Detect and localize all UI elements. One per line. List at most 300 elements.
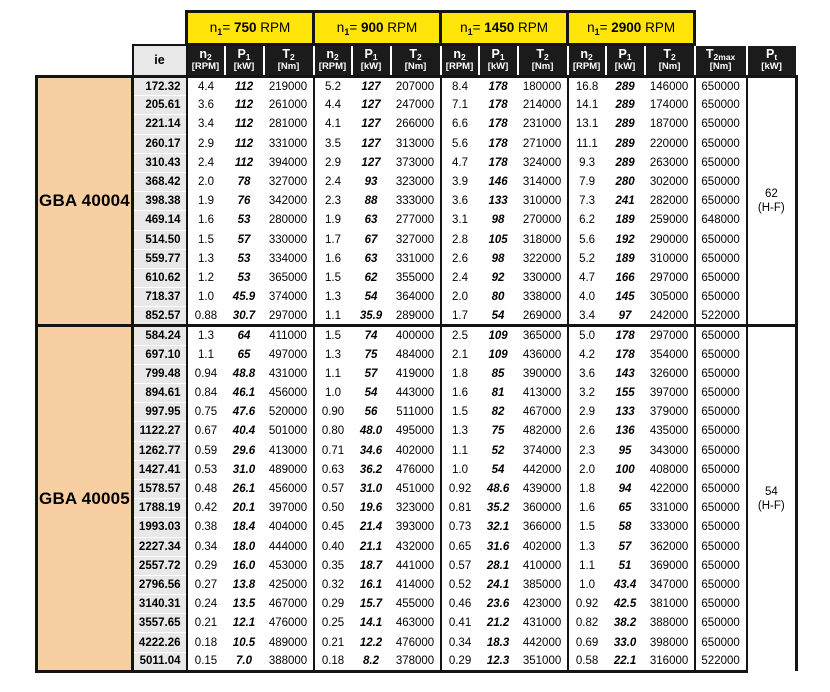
data-cell: 2.3 bbox=[568, 441, 606, 460]
data-cell: 0.40 bbox=[314, 537, 352, 556]
data-cell: 1.1 bbox=[314, 307, 352, 326]
data-cell: 63 bbox=[364, 214, 378, 227]
col-header-symbol bbox=[353, 48, 390, 62]
data-cell: 16.1 bbox=[359, 578, 383, 591]
thermal-power-note: (H-F) bbox=[757, 202, 785, 215]
col-header-n2 bbox=[314, 45, 352, 77]
data-cell: 0.63 bbox=[314, 460, 352, 479]
data-cell: 127 bbox=[361, 156, 381, 169]
t2max-cell: 650000 bbox=[695, 479, 747, 498]
table-row bbox=[37, 134, 797, 153]
data-cell: 0.50 bbox=[314, 499, 352, 518]
t2max-cell: 650000 bbox=[695, 115, 747, 134]
table-row bbox=[37, 115, 797, 134]
data-cell: 425000 bbox=[268, 578, 308, 591]
data-cell: 4.4 bbox=[314, 96, 352, 115]
data-cell: 0.82 bbox=[568, 614, 606, 633]
data-cell: 0.73 bbox=[441, 518, 479, 537]
data-cell: 0.75 bbox=[187, 403, 225, 422]
data-cell: 0.81 bbox=[441, 499, 479, 518]
data-cell: 451000 bbox=[395, 483, 435, 496]
data-cell: 351000 bbox=[518, 652, 568, 671]
data-cell: 4.7 bbox=[568, 268, 606, 287]
data-cell: 0.92 bbox=[568, 595, 606, 614]
data-cell: 24.1 bbox=[486, 578, 510, 591]
data-cell: 327000 bbox=[268, 176, 308, 189]
data-cell: 4.4 bbox=[187, 77, 225, 96]
data-cell: 166 bbox=[615, 271, 635, 284]
col-header-sym: P bbox=[618, 47, 627, 62]
data-cell: 155 bbox=[615, 387, 635, 400]
data-cell: 289 bbox=[615, 118, 635, 131]
data-cell: 282000 bbox=[649, 195, 689, 208]
data-cell: 1.6 bbox=[441, 384, 479, 403]
data-cell: 289 bbox=[615, 99, 635, 112]
data-cell: 178 bbox=[488, 156, 508, 169]
data-cell: 40.4 bbox=[232, 425, 256, 438]
data-cell: 444000 bbox=[268, 540, 308, 553]
speed-header-2900 bbox=[568, 12, 695, 45]
t2max-cell: 650000 bbox=[695, 614, 747, 633]
data-cell: 7.9 bbox=[568, 172, 606, 191]
data-cell: 281000 bbox=[268, 118, 308, 131]
ie-cell: 2227.34 bbox=[133, 537, 187, 556]
data-cell: 2.0 bbox=[568, 460, 606, 479]
data-cell: 51 bbox=[618, 559, 632, 572]
table-row bbox=[37, 268, 797, 287]
data-cell: 9.3 bbox=[568, 153, 606, 172]
col-header-sub: 2 bbox=[289, 52, 295, 63]
speed-unit: RPM bbox=[514, 19, 549, 35]
data-cell: 334000 bbox=[268, 252, 308, 265]
data-cell: 1.9 bbox=[187, 192, 225, 211]
t2max-cell: 522000 bbox=[695, 307, 747, 326]
data-cell: 456000 bbox=[268, 483, 308, 496]
ie-cell: 1427.41 bbox=[133, 460, 187, 479]
data-cell: 54 bbox=[491, 463, 505, 476]
col-header-symbol bbox=[392, 48, 440, 62]
table-row bbox=[37, 211, 797, 230]
data-cell: 347000 bbox=[649, 578, 689, 591]
col-header-sub: 1 bbox=[499, 52, 505, 63]
col-header-sub: 2 bbox=[544, 52, 549, 63]
data-cell: 3.4 bbox=[568, 307, 606, 326]
data-cell: 74 bbox=[352, 326, 391, 345]
data-cell: 3.6 bbox=[568, 364, 606, 383]
col-header-symbol bbox=[748, 48, 796, 62]
data-cell: 1.3 bbox=[187, 326, 225, 345]
speed-header-750 bbox=[187, 12, 314, 45]
data-cell: 435000 bbox=[649, 425, 689, 438]
data-cell: 64 bbox=[225, 326, 264, 345]
data-cell: 431000 bbox=[268, 367, 308, 380]
data-cell: 511000 bbox=[396, 406, 434, 419]
data-cell: 178 bbox=[488, 118, 508, 131]
data-cell: 220000 bbox=[649, 137, 689, 150]
data-cell: 192 bbox=[615, 233, 635, 246]
data-cell: 432000 bbox=[395, 540, 435, 553]
ie-cell: 610.62 bbox=[133, 268, 187, 287]
data-cell: 397000 bbox=[268, 502, 308, 515]
data-cell: 1.0 bbox=[314, 384, 352, 403]
column-header-row bbox=[37, 45, 797, 77]
data-cell: 330000 bbox=[268, 233, 308, 246]
data-cell: 1.1 bbox=[568, 556, 606, 575]
data-cell: 136 bbox=[615, 425, 635, 438]
ie-cell: 260.17 bbox=[133, 134, 187, 153]
ie-cell: 398.38 bbox=[133, 192, 187, 211]
data-cell: 355000 bbox=[395, 271, 435, 284]
data-cell: 54 bbox=[364, 387, 378, 400]
data-cell: 1.5 bbox=[187, 230, 225, 249]
data-cell: 4.7 bbox=[441, 153, 479, 172]
data-cell: 54 bbox=[364, 291, 378, 304]
col-header-n2 bbox=[441, 45, 479, 77]
data-cell: 127 bbox=[361, 137, 381, 150]
data-cell: 178 bbox=[606, 326, 645, 345]
data-cell: 379000 bbox=[649, 406, 689, 419]
ie-cell: 718.37 bbox=[133, 288, 187, 307]
speed-equals: = bbox=[599, 19, 612, 35]
table-row bbox=[37, 575, 797, 594]
data-cell: 174000 bbox=[649, 99, 689, 112]
speed-symbol-sub: 1 bbox=[467, 26, 473, 37]
col-header-sym: n bbox=[199, 47, 207, 62]
thermal-power-value: 62 bbox=[764, 187, 778, 200]
data-cell: 3.9 bbox=[441, 172, 479, 191]
data-cell: 21.1 bbox=[359, 540, 383, 553]
ie-cell: 1262.77 bbox=[133, 441, 187, 460]
t2max-cell: 650000 bbox=[695, 172, 747, 191]
data-cell: 410000 bbox=[522, 559, 562, 572]
col-header-n2 bbox=[568, 45, 606, 77]
data-cell: 1.1 bbox=[187, 345, 225, 364]
table-row bbox=[37, 499, 797, 518]
col-header-P1 bbox=[479, 45, 518, 77]
data-cell: 95 bbox=[618, 444, 632, 457]
data-cell: 501000 bbox=[268, 425, 308, 438]
table-body bbox=[37, 77, 797, 672]
col-header-sym: T bbox=[705, 46, 714, 61]
data-cell: 333000 bbox=[649, 521, 689, 534]
data-cell: 354000 bbox=[649, 348, 689, 361]
data-cell: 316000 bbox=[645, 652, 695, 671]
data-cell: 362000 bbox=[649, 540, 689, 553]
data-cell: 127 bbox=[352, 77, 391, 96]
data-cell: 21.2 bbox=[486, 617, 510, 630]
data-cell: 419000 bbox=[395, 367, 435, 380]
data-cell: 53 bbox=[237, 252, 251, 265]
data-cell: 413000 bbox=[522, 387, 562, 400]
table-row bbox=[37, 172, 797, 191]
data-cell: 8.2 bbox=[352, 652, 391, 671]
data-cell: 1.8 bbox=[568, 479, 606, 498]
t2max-cell: 650000 bbox=[695, 249, 747, 268]
data-cell: 0.15 bbox=[187, 652, 225, 671]
data-cell: 7.3 bbox=[568, 192, 606, 211]
table-row bbox=[37, 479, 797, 498]
data-cell: 456000 bbox=[268, 387, 308, 400]
data-cell: 2.0 bbox=[187, 172, 225, 191]
table-row bbox=[37, 249, 797, 268]
data-cell: 178 bbox=[479, 77, 518, 96]
col-header-sub: 2 bbox=[460, 52, 466, 63]
ie-cell: 697.10 bbox=[133, 345, 187, 364]
data-cell: 29.6 bbox=[232, 444, 256, 457]
data-cell: 0.57 bbox=[441, 556, 479, 575]
data-cell: 520000 bbox=[268, 406, 308, 419]
ie-cell: 205.61 bbox=[133, 96, 187, 115]
data-cell: 0.27 bbox=[187, 575, 225, 594]
data-cell: 1.3 bbox=[441, 422, 479, 441]
data-cell: 0.35 bbox=[314, 556, 352, 575]
ie-cell: 1993.03 bbox=[133, 518, 187, 537]
col-header-symbol bbox=[519, 48, 567, 62]
data-cell: 0.84 bbox=[187, 384, 225, 403]
data-cell: 366000 bbox=[522, 521, 562, 534]
data-cell: 13.5 bbox=[232, 598, 256, 611]
col-header-P1 bbox=[225, 45, 264, 77]
data-cell: 338000 bbox=[522, 291, 562, 304]
data-cell: 2.4 bbox=[314, 172, 352, 191]
t2max-cell: 522000 bbox=[695, 652, 747, 671]
data-cell: 297000 bbox=[645, 326, 695, 345]
data-cell: 0.90 bbox=[314, 403, 352, 422]
data-cell: 93 bbox=[364, 176, 378, 189]
data-cell: 11.1 bbox=[568, 134, 606, 153]
data-cell: 313000 bbox=[395, 137, 435, 150]
data-cell: 277000 bbox=[395, 214, 435, 227]
data-cell: 81 bbox=[491, 387, 505, 400]
col-header-T2 bbox=[391, 45, 441, 77]
data-cell: 463000 bbox=[395, 617, 435, 630]
table-row bbox=[37, 345, 797, 364]
data-cell: 331000 bbox=[649, 502, 689, 515]
data-cell: 207000 bbox=[391, 77, 441, 96]
table-row bbox=[37, 633, 797, 652]
data-cell: 21.4 bbox=[359, 521, 383, 534]
data-cell: 35.2 bbox=[486, 502, 510, 515]
data-cell: 1.5 bbox=[441, 403, 479, 422]
col-header-P1 bbox=[606, 45, 645, 77]
data-cell: 411000 bbox=[264, 326, 314, 345]
speed-symbol: n bbox=[587, 19, 595, 35]
data-cell: 439000 bbox=[522, 483, 562, 496]
ie-cell: 559.77 bbox=[133, 249, 187, 268]
data-cell: 261000 bbox=[268, 99, 308, 112]
data-cell: 94 bbox=[618, 483, 632, 496]
data-cell: 324000 bbox=[522, 156, 562, 169]
data-cell: 1.8 bbox=[441, 364, 479, 383]
data-cell: 48.8 bbox=[232, 367, 256, 380]
data-cell: 112 bbox=[234, 156, 254, 169]
data-cell: 0.29 bbox=[314, 595, 352, 614]
t2max-cell: 650000 bbox=[695, 499, 747, 518]
thermal-power-cell bbox=[747, 326, 797, 671]
data-cell: 241 bbox=[615, 195, 635, 208]
data-cell: 1.3 bbox=[314, 345, 352, 364]
data-cell: 1.6 bbox=[568, 499, 606, 518]
col-header-unit: [Nm] bbox=[658, 61, 681, 73]
data-cell: 1.7 bbox=[314, 230, 352, 249]
data-cell: 133 bbox=[488, 195, 508, 208]
data-cell: 85 bbox=[491, 367, 505, 380]
data-cell: 1.3 bbox=[568, 537, 606, 556]
data-cell: 146 bbox=[488, 176, 508, 189]
data-cell: 53 bbox=[237, 214, 251, 227]
speed-header-900 bbox=[314, 12, 441, 45]
data-cell: 7.0 bbox=[225, 652, 264, 671]
col-header-sub: 2 bbox=[588, 52, 593, 63]
data-cell: 1.0 bbox=[568, 575, 606, 594]
col-header-sub: 2 bbox=[416, 52, 422, 63]
col-header-symbol bbox=[442, 48, 478, 62]
data-cell: 1.5 bbox=[568, 518, 606, 537]
data-cell: 22.1 bbox=[606, 652, 645, 671]
data-cell: 442000 bbox=[522, 463, 562, 476]
group-label-cell: GBA 40004 bbox=[37, 77, 133, 326]
data-cell: 289000 bbox=[395, 309, 435, 322]
data-cell: 1.6 bbox=[187, 211, 225, 230]
ie-cell: 1578.57 bbox=[133, 479, 187, 498]
data-cell: 0.32 bbox=[314, 575, 352, 594]
col-header-sub: 2 bbox=[206, 52, 212, 63]
data-cell: 5.6 bbox=[441, 134, 479, 153]
data-cell: 476000 bbox=[395, 636, 435, 649]
data-cell: 0.34 bbox=[187, 537, 225, 556]
data-cell: 374000 bbox=[522, 444, 562, 457]
t2max-cell: 650000 bbox=[695, 537, 747, 556]
data-cell: 78 bbox=[237, 176, 251, 189]
data-cell: 6.6 bbox=[441, 115, 479, 134]
data-cell: 12.1 bbox=[232, 617, 256, 630]
col-header-unit: [kW] bbox=[761, 61, 782, 73]
data-cell: 13.8 bbox=[232, 578, 256, 591]
col-header-unit: [RPM] bbox=[318, 61, 347, 73]
t2max-cell: 650000 bbox=[695, 441, 747, 460]
data-cell: 31.0 bbox=[232, 463, 256, 476]
data-cell: 436000 bbox=[522, 348, 562, 361]
col-header-sym: T bbox=[282, 47, 290, 62]
data-cell: 1.9 bbox=[314, 211, 352, 230]
speed-value: 900 bbox=[360, 19, 384, 35]
table-row bbox=[37, 364, 797, 383]
data-cell: 400000 bbox=[391, 326, 441, 345]
data-cell: 1.2 bbox=[187, 268, 225, 287]
data-cell: 327000 bbox=[395, 233, 435, 246]
data-cell: 290000 bbox=[649, 233, 689, 246]
data-cell: 1.6 bbox=[314, 249, 352, 268]
data-cell: 0.25 bbox=[314, 614, 352, 633]
data-cell: 178 bbox=[615, 348, 635, 361]
data-cell: 489000 bbox=[268, 463, 308, 476]
data-cell: 58 bbox=[618, 521, 632, 534]
table-row bbox=[37, 595, 797, 614]
data-cell: 495000 bbox=[395, 425, 435, 438]
data-cell: 3.6 bbox=[441, 192, 479, 211]
ie-cell: 1122.27 bbox=[133, 422, 187, 441]
table-row bbox=[37, 384, 797, 403]
data-cell: 0.34 bbox=[441, 633, 479, 652]
data-cell: 18.0 bbox=[232, 540, 256, 553]
data-cell: 3.6 bbox=[187, 96, 225, 115]
data-cell: 476000 bbox=[268, 617, 308, 630]
t2max-cell: 650000 bbox=[695, 460, 747, 479]
data-cell: 62 bbox=[364, 271, 378, 284]
speed-unit: RPM bbox=[256, 19, 291, 35]
table-row bbox=[37, 288, 797, 307]
data-cell: 484000 bbox=[395, 348, 435, 361]
data-cell: 289 bbox=[615, 137, 635, 150]
data-cell: 314000 bbox=[522, 176, 562, 189]
data-cell: 373000 bbox=[395, 156, 435, 169]
col-header-symbol bbox=[226, 48, 263, 62]
data-cell: 431000 bbox=[522, 617, 562, 630]
table-row bbox=[37, 441, 797, 460]
data-cell: 5.2 bbox=[314, 77, 352, 96]
t2max-cell: 650000 bbox=[695, 77, 747, 96]
t2max-cell: 650000 bbox=[695, 633, 747, 652]
data-cell: 404000 bbox=[268, 521, 308, 534]
data-cell: 98 bbox=[491, 252, 505, 265]
col-header-T2 bbox=[518, 45, 568, 77]
data-cell: 16.8 bbox=[568, 77, 606, 96]
data-cell: 12.3 bbox=[479, 652, 518, 671]
data-cell: 28.1 bbox=[486, 559, 510, 572]
speed-symbol-sub: 1 bbox=[217, 26, 223, 37]
data-cell: 57 bbox=[364, 367, 378, 380]
t2max-cell: 650000 bbox=[695, 556, 747, 575]
data-cell: 322000 bbox=[522, 252, 562, 265]
col-header-symbol bbox=[265, 48, 313, 62]
data-cell: 297000 bbox=[649, 271, 689, 284]
ie-column-header: ie bbox=[133, 45, 187, 77]
table-row bbox=[37, 96, 797, 115]
data-cell: 2.8 bbox=[441, 230, 479, 249]
data-cell: 263000 bbox=[649, 156, 689, 169]
data-cell: 46.1 bbox=[232, 387, 256, 400]
data-cell: 2.9 bbox=[187, 134, 225, 153]
data-cell: 76 bbox=[237, 195, 251, 208]
ie-cell: 5011.04 bbox=[133, 652, 187, 671]
col-header-sub: 2 bbox=[333, 52, 339, 63]
data-cell: 178 bbox=[488, 137, 508, 150]
ie-cell: 469.14 bbox=[133, 211, 187, 230]
data-cell: 18.4 bbox=[232, 521, 256, 534]
col-header-sym: T bbox=[536, 47, 544, 62]
data-cell: 109 bbox=[479, 326, 518, 345]
data-cell: 12.2 bbox=[359, 636, 383, 649]
t2max-cell: 650000 bbox=[695, 384, 747, 403]
data-cell: 398000 bbox=[649, 636, 689, 649]
data-cell: 56 bbox=[364, 406, 378, 419]
col-header-unit: [kW] bbox=[360, 61, 382, 73]
data-cell: 0.58 bbox=[568, 652, 606, 671]
data-cell: 442000 bbox=[522, 636, 562, 649]
data-cell: 105 bbox=[488, 233, 508, 246]
data-cell: 30.7 bbox=[232, 309, 256, 322]
data-cell: 343000 bbox=[649, 444, 689, 457]
ie-cell: 3557.65 bbox=[133, 614, 187, 633]
data-cell: 402000 bbox=[395, 444, 435, 457]
data-cell: 2.9 bbox=[314, 153, 352, 172]
data-cell: 80 bbox=[491, 291, 505, 304]
group-label-cell: GBA 40005 bbox=[37, 326, 133, 671]
data-cell: 0.38 bbox=[187, 518, 225, 537]
data-cell: 189 bbox=[615, 214, 635, 227]
col-header-symbol bbox=[480, 48, 517, 62]
t2max-cell: 650000 bbox=[695, 153, 747, 172]
